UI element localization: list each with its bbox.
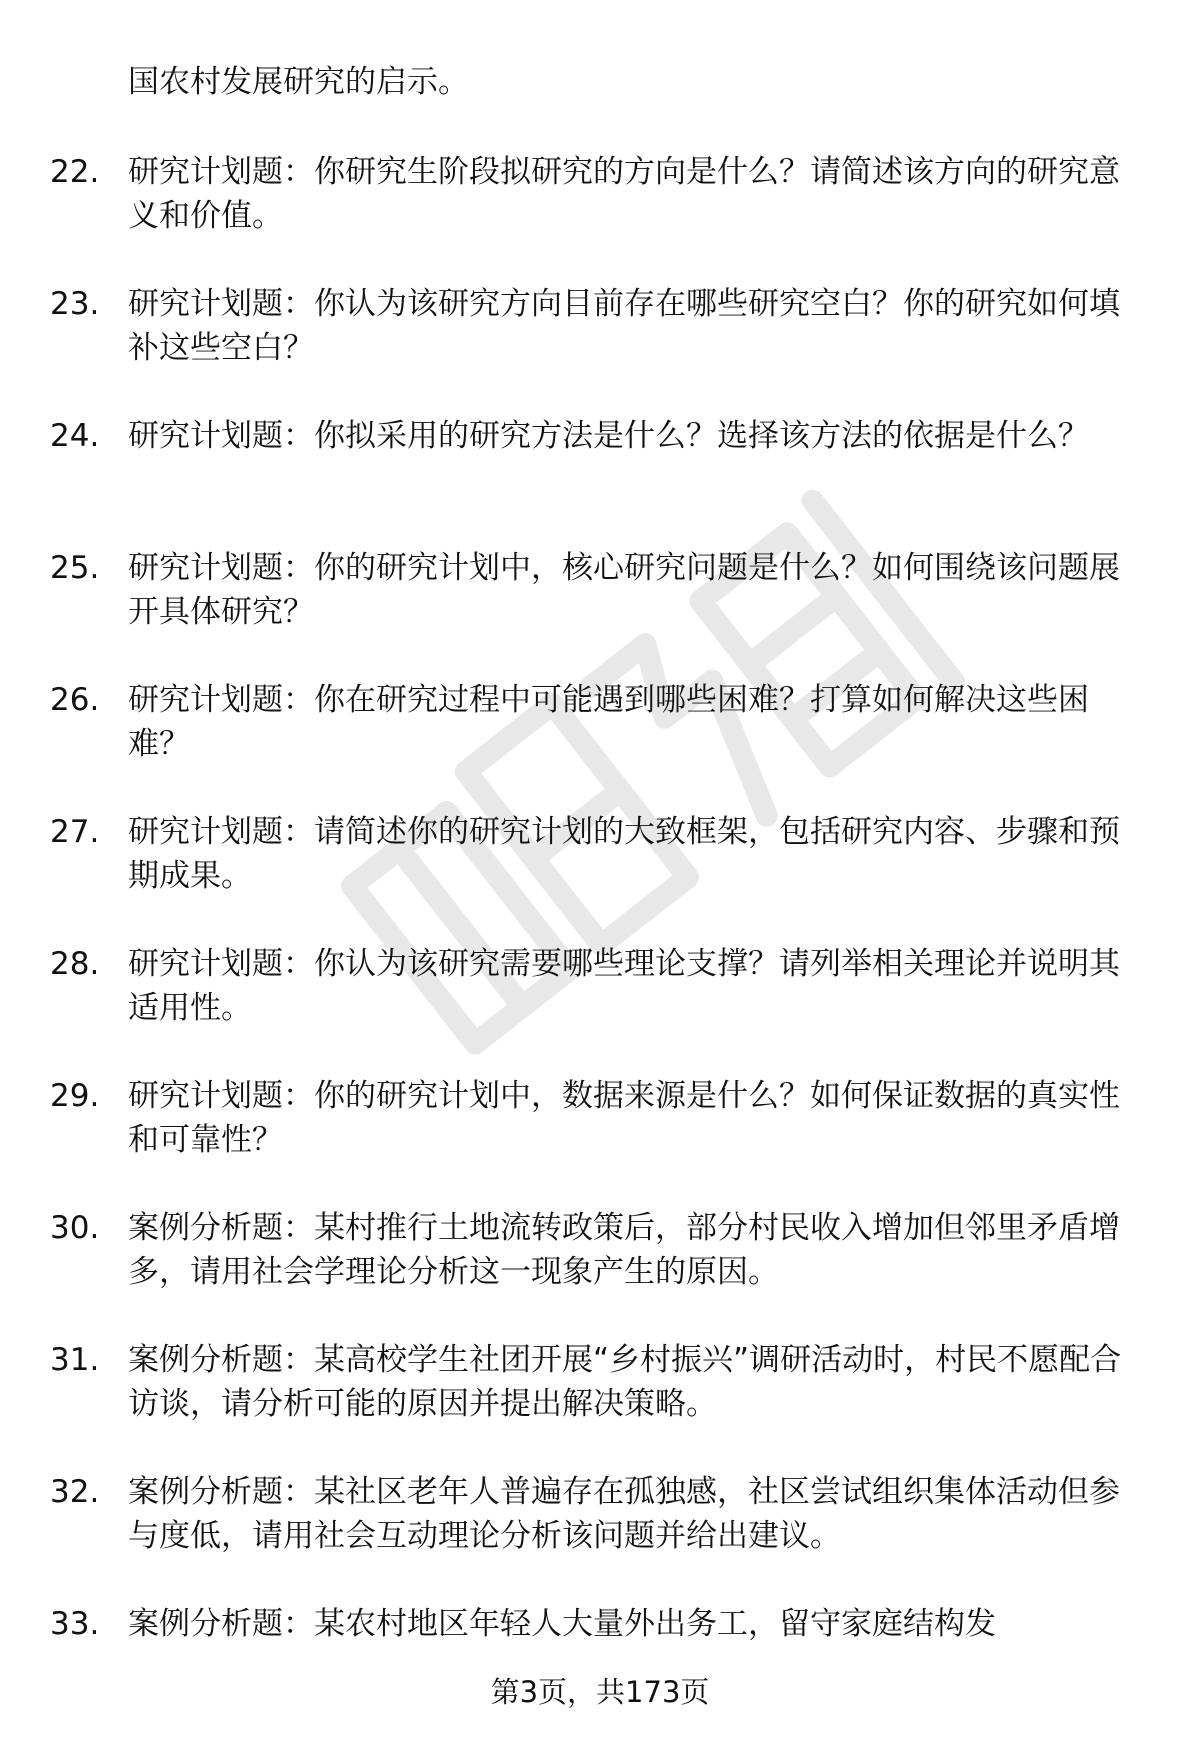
question-text: 研究计划题：你拟采用的研究方法是什么？选择该方法的依据是什么？ bbox=[128, 418, 1089, 454]
question-text: 研究计划题：你认为该研究需要哪些理论支撑？请列举相关理论并说明其适用性。 bbox=[128, 946, 1120, 1026]
question-number: 26. bbox=[50, 682, 100, 718]
question-list bbox=[0, 150, 1200, 1734]
list-item bbox=[0, 1338, 1200, 1426]
list-item bbox=[0, 546, 1200, 634]
continuation-text: 国农村发展研究的启示。 bbox=[128, 64, 469, 100]
question-number: 33. bbox=[50, 1606, 100, 1642]
list-item bbox=[0, 414, 1200, 502]
question-number: 29. bbox=[50, 1078, 100, 1114]
question-text: 研究计划题：你研究生阶段拟研究的方向是什么？请简述该方向的研究意义和价值。 bbox=[128, 154, 1120, 234]
list-item bbox=[0, 150, 1200, 238]
question-number: 31. bbox=[50, 1342, 100, 1378]
question-number: 28. bbox=[50, 946, 100, 982]
list-item bbox=[0, 678, 1200, 766]
question-number: 30. bbox=[50, 1210, 100, 1246]
question-text: 研究计划题：你在研究过程中可能遇到哪些困难？打算如何解决这些困难？ bbox=[128, 682, 1089, 762]
question-text: 案例分析题：某村推行土地流转政策后，部分村民收入增加但邻里矛盾增多，请用社会学理论分析这一现象产生的原因。 bbox=[128, 1210, 1120, 1290]
list-item bbox=[0, 282, 1200, 370]
question-text: 研究计划题：你的研究计划中，核心研究问题是什么？如何围绕该问题展开具体研究？ bbox=[128, 550, 1120, 630]
question-text: 研究计划题：你认为该研究方向目前存在哪些研究空白？你的研究如何填补这些空白？ bbox=[128, 286, 1120, 366]
question-text: 案例分析题：某农村地区年轻人大量外出务工，留守家庭结构发 bbox=[128, 1606, 996, 1642]
list-item bbox=[0, 810, 1200, 898]
question-number: 27. bbox=[50, 814, 100, 850]
list-item bbox=[0, 1074, 1200, 1162]
question-text: 研究计划题：请简述你的研究计划的大致框架，包括研究内容、步骤和预期成果。 bbox=[128, 814, 1120, 894]
question-number: 23. bbox=[50, 286, 100, 322]
question-text: 研究计划题：你的研究计划中，数据来源是什么？如何保证数据的真实性和可靠性？ bbox=[128, 1078, 1120, 1158]
list-item bbox=[0, 942, 1200, 1030]
question-number: 25. bbox=[50, 550, 100, 586]
list-item bbox=[0, 1470, 1200, 1558]
page-footer: 第3页，共173页 bbox=[490, 1675, 710, 1709]
list-item bbox=[0, 1206, 1200, 1294]
question-number: 22. bbox=[50, 154, 100, 190]
question-number: 24. bbox=[50, 418, 100, 454]
question-text: 案例分析题：某社区老年人普遍存在孤独感，社区尝试组织集体活动但参与度低，请用社会互动理论分析该问题并给出建议。 bbox=[128, 1474, 1120, 1554]
question-number: 32. bbox=[50, 1474, 100, 1510]
question-text: 案例分析题：某高校学生社团开展“乡村振兴”调研活动时，村民不愿配合访谈，请分析可能的原因并提出解决策略。 bbox=[128, 1342, 1122, 1422]
